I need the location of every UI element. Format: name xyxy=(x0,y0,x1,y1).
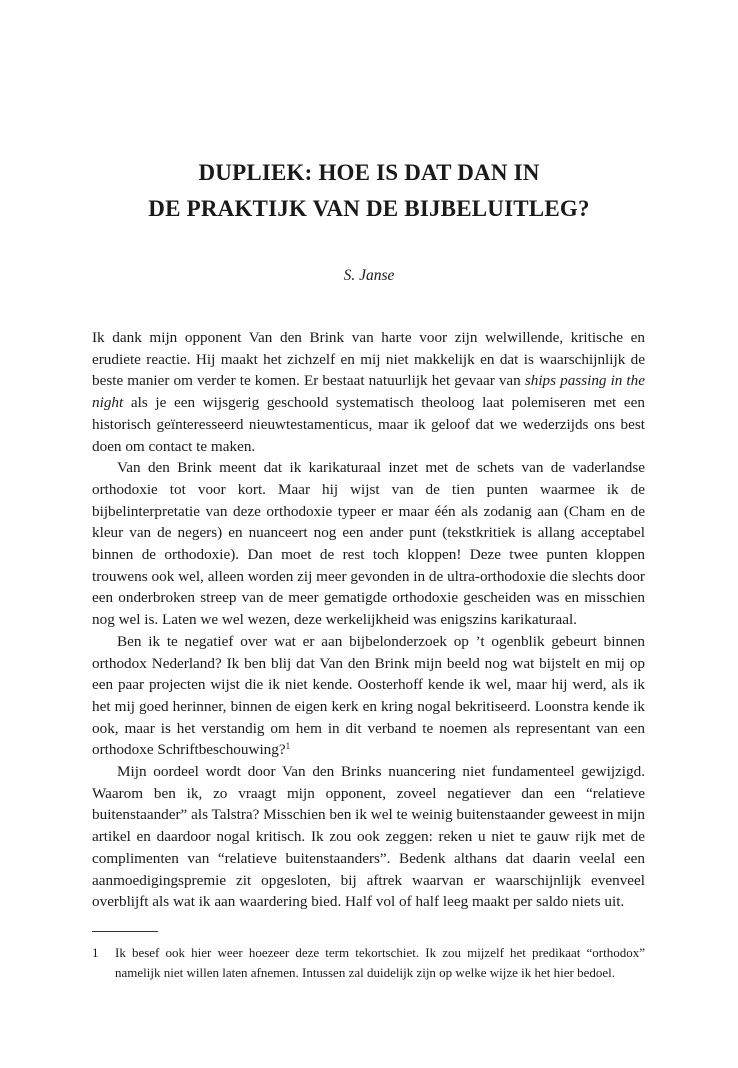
paragraph-1-text-b: als je een wijsgerig geschoold systematisch theoloog laat polemiseren met een historisch geïnteresseerd nieuwtestamenticus, maar ik geloof dat we wederzijds ons best doen om contact te maken. xyxy=(92,394,645,455)
article-title-line-2: DE PRAKTIJK VAN DE BIJBELUITLEG? xyxy=(148,196,590,221)
paragraph-1 xyxy=(92,327,645,457)
footnote-divider xyxy=(92,931,158,932)
footnote-reference[interactable]: 1 xyxy=(285,741,291,752)
author-name: S. Janse xyxy=(343,267,395,284)
article-body xyxy=(92,327,645,913)
paragraph-3-text: Ben ik te negatief over wat er aan bijbelonderzoek op ’t ogenblik gebeurt binnen orthodox Nederland? Ik ben blij dat Van den Brink mijn beeld nog wat bijstelt en mij op een paar projecten wijst die ik niet kende. Oosterhoff kende ik wel, maar hij werd, als ik het mij goed herinner, binnen de eigen kerk en kring nogal bekritiseerd. Loonstra kende ik ook, maar is het verstandig om hem in dit verband te noemen als representant van een orthodoxe Schriftbeschouwing? xyxy=(92,632,645,759)
paragraph-3 xyxy=(92,631,645,761)
paragraph-4: Mijn oordeel wordt door Van den Brinks nuancering niet fundamenteel gewijzigd. Waarom ben ik, zo vraagt mijn opponent, zoveel negatiever dan een “relatieve buitenstaander” als Talstra? Misschien ben ik wel te weinig buitenstaander geweest in mijn artikel en daardoor nogal kritisch. Ik zou ook zeggen: reken u niet te gauw rijk met de complimenten van “relatieve buitenstaanders”. Bedenk althans dat daarin veelal een aanmoedigingspremie zit opgesloten, bij aftrek waarvan er waarschijnlijk evenveel overblijft als wat ik aan waardering bied. Half vol of half leeg maakt per saldo niets uit. xyxy=(92,763,645,911)
paragraph-1-text-a: Ik dank mijn opponent Van den Brink van harte voor zijn welwillende, kritische en erudiete reactie. Hij maakt het zichzelf en mij niet makkelijk en dat is waarschijnlijk de beste manier om verder te komen. Er bestaat natuurlijk het gevaar van xyxy=(92,329,645,390)
article-title-line-1: DUPLIEK: HOE IS DAT DAN IN xyxy=(198,160,540,185)
footnote-text: Ik besef ook hier weer hoezeer deze term tekortschiet. Ik zou mijzelf het predikaat “orthodox” namelijk niet willen laten afnemen. Intussen zal duidelijk zijn op welke wijze ik het hier bedoel. xyxy=(115,945,645,980)
paragraph-1-italic-phrase: ships passing in the night xyxy=(92,372,645,412)
paragraph-2: Van den Brink meent dat ik karikaturaal inzet met de schets van de vaderlandse orthodoxie tot voor kort. Maar hij wijst van de tien punten waarmee ik de bijbelinterpretatie van deze orthodoxie typeer er maar één als zodanig aan (Cham en de kleur van de negers) en nuanceert nog een ander punt (tekstkritiek is allang acceptabel binnen de orthodoxie). Dan moet de rest toch kloppen! Deze twee punten kloppen trouwens ook wel, alleen worden zij meer gevonden in de ultra-orthodoxie die slechts door een onderbroken streep van de meer gematigde orthodoxie gescheiden was en misschien nog wel is. Laten we wel wezen, deze werkelijkheid was enigszins karikaturaal. xyxy=(92,459,645,629)
footnote xyxy=(92,943,645,983)
footnote-number: 1 xyxy=(92,945,99,960)
